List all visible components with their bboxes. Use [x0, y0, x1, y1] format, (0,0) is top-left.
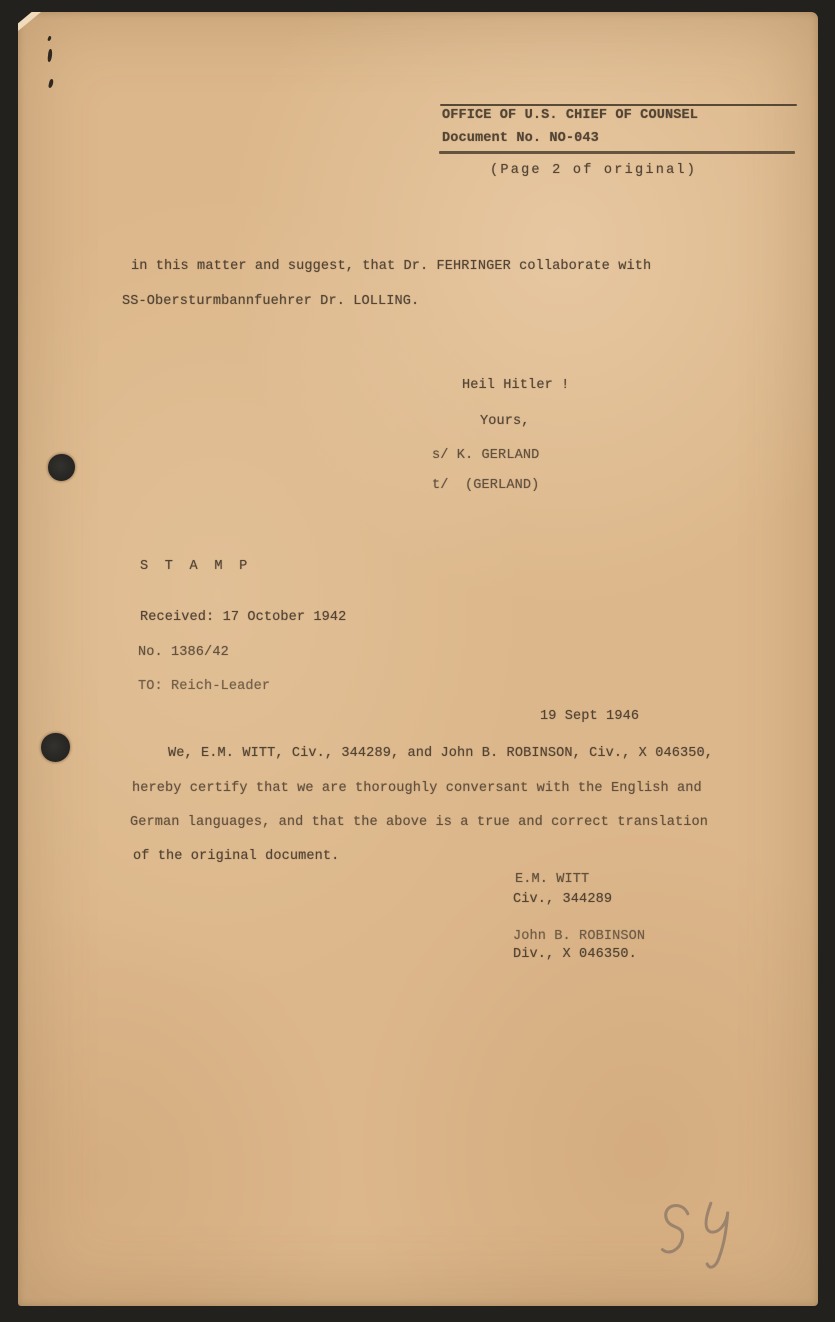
closing-salute: Heil Hitler ! — [462, 378, 570, 393]
body-line-2: SS-Obersturmbannfuehrer Dr. LOLLING. — [122, 294, 420, 309]
signature-witt-id: Civ., 344289 — [513, 892, 613, 907]
certification-line-3: German languages, and that the above is a true and correct translation — [130, 815, 709, 830]
stamp-received: Received: 17 October 1942 — [140, 610, 347, 625]
header-rule-top — [440, 104, 797, 106]
document-page — [18, 12, 818, 1306]
closing-signed: s/ K. GERLAND — [432, 448, 540, 463]
stamp-number: No. 1386/42 — [138, 645, 229, 660]
stamp-title: S T A M P — [140, 559, 248, 574]
ink-speck — [48, 79, 54, 89]
certification-date: 19 Sept 1946 — [540, 709, 640, 724]
certification-line-1: We, E.M. WITT, Civ., 344289, and John B. ROBINSON, Civ., X 046350, — [168, 746, 713, 761]
handwritten-page-number — [641, 1178, 771, 1290]
ink-speck — [47, 49, 52, 62]
stamp-to: TO: Reich-Leader — [138, 679, 271, 694]
corner-cut — [16, 10, 34, 25]
hole-punch-bottom — [41, 733, 70, 762]
header-office-line: OFFICE OF U.S. CHIEF OF COUNSEL — [442, 108, 698, 123]
header-rule-bottom — [439, 151, 795, 154]
body-line-1: in this matter and suggest, that Dr. FEHRINGER collaborate with — [131, 259, 652, 274]
signature-witt-name: E.M. WITT — [515, 872, 590, 887]
page-note: (Page 2 of original) — [490, 163, 698, 178]
ink-speck — [47, 36, 51, 42]
hole-punch-top — [48, 454, 75, 481]
signature-robinson-id: Div., X 046350. — [513, 947, 637, 962]
certification-line-2: hereby certify that we are thoroughly conversant with the English and — [132, 781, 702, 796]
certification-line-4: of the original document. — [133, 849, 340, 864]
closing-yours: Yours, — [480, 414, 530, 429]
header-document-number: Document No. NO-043 — [442, 131, 599, 146]
closing-typed: t/ (GERLAND) — [432, 478, 540, 493]
signature-robinson-name: John B. ROBINSON — [513, 929, 646, 944]
